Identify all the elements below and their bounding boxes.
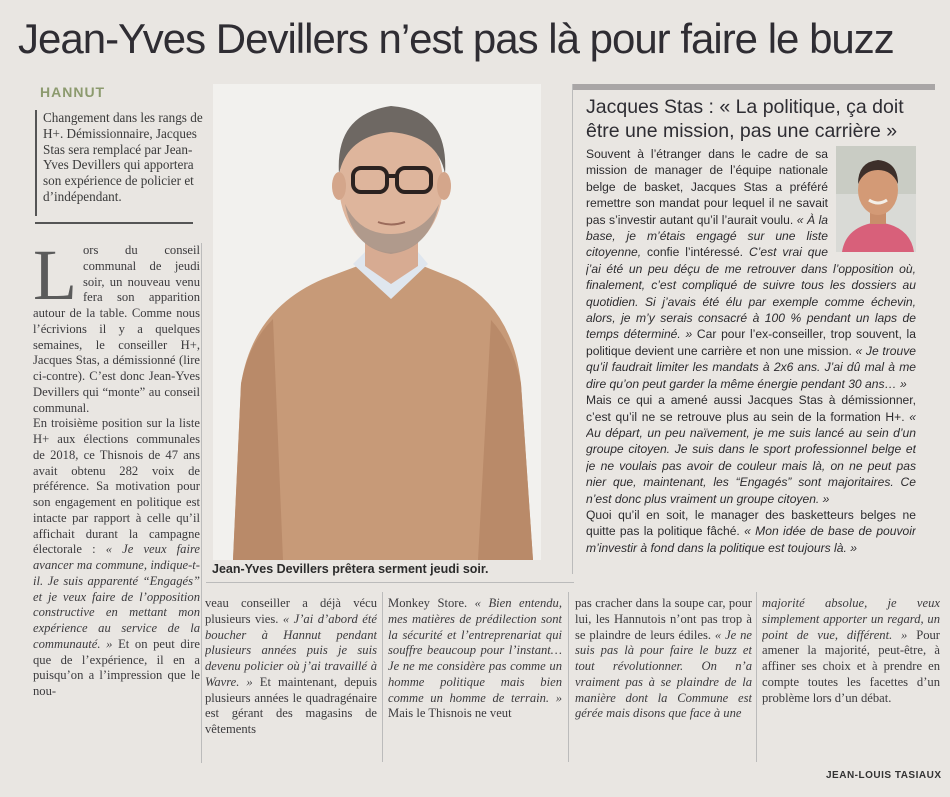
drop-cap: L — [33, 243, 77, 315]
article-lead: Changement dans les rangs de H+. Démissionnaire, Jacques Stas sera remplacé par Jean-Yves Devillers qui apportera son expérience de policier et d’indépendant. — [35, 110, 213, 216]
sidebar-title: Jacques Stas : « La politique, ça doit être une mission, pas une carrière » — [586, 96, 904, 142]
column-text: ors du conseil communal de jeudi soir, un nouveau venu fera son apparition autour de la table. Comme nous l’écrivions il y a quelques semaines, le conseiller H+, Jacques Stas, a démissionné (lire ci-contre). C’est donc Jean-Yves Devillers qui “monte” au conseil communal. — [33, 243, 200, 415]
sidebar-text: Mais ce qui a amené aussi Jacques Stas à démissionner, c’est qu’il ne se retrouve plus au sein de la formation H+. — [586, 393, 916, 424]
author-signature: JEAN-LOUIS TASIAUX — [826, 770, 942, 781]
column-divider — [756, 592, 757, 762]
column-text: Et maintenant, depuis plusieurs années le quadragénaire est gérant des magasins de vêtements — [205, 674, 377, 736]
column-divider — [568, 592, 569, 762]
sidebar-text: Souvent à l’étranger dans le cadre de sa mission de manager de l’équipe nationale belge de basket, Jacques Stas a préféré remettre son mandat pour lequel il ne savait pas s’investir autant qu’il l’aurait voulu. — [586, 147, 828, 227]
sidebar-text: confie l’intéressé. — [647, 245, 744, 260]
column-text: Mais le Thisnois ne veut — [388, 706, 512, 721]
sidebar-quote: C’est vrai que j’ai été un peu déçu de me retrouver dans l’opposition où, finalement, c’est compliqué de suivre tous les dossiers au quotidien. Si j’avais été élu par exemple comme échevin, alors, je m’y serais consacré à 100 % pendant un laps de temps déterminé. » — [586, 245, 916, 342]
article-column-4 — [575, 596, 752, 766]
sidebar-quote: « Au départ, un peu naïvement, je me suis lancé au sein d’un groupe citoyen. Je suis dans le sport professionnel belge et je ne voulais pas avoir de couleur mais là, on ne peut pas nier que, maintenant, les “Engagés” sont majoritaires. Ce n’est donc plus vraiment un groupe citoyen. » — [586, 409, 916, 506]
quote-text: « J’ai d’abord été boucher à Hannut pendant plusieurs années puis je suis devenu policier où j’ai travaillé à Wavre. » — [205, 611, 377, 689]
column-text: pas cracher dans la soupe car, pour lui, les Hannutois n’ont pas trop à se plaindre de leurs édiles. — [575, 596, 752, 642]
portrait-photo — [213, 84, 541, 560]
caption-divider — [206, 582, 574, 583]
sidebar-text: Car pour l’ex-conseiller, trop souvent, la politique devient une carrière et non une mission. — [586, 327, 916, 358]
article-column-5 — [762, 596, 940, 766]
sidebar-quote: « Je trouve qu’il faudrait limiter les mandats à 2x6 ans. J’ai dû mal à me dire qu’on peut garder la même énergie pendant 30 ans… » — [586, 343, 916, 391]
quote-text: « Bien entendu, mes matières de prédilection sont la sécurité et l’entreprenariat qui souffre beaucoup pour l’instant… Je ne me considère pas comme un homme politique mais bien comme un homme de terrain. » — [388, 596, 562, 705]
jacques-stas-portrait — [836, 146, 916, 252]
column-text: veau conseiller a déjà vécu plusieurs vies. — [205, 596, 377, 626]
photo-caption: Jean-Yves Devillers prêtera serment jeudi soir. — [212, 562, 489, 576]
section-rubric: HANNUT — [40, 84, 106, 100]
column-text: Et on peut dire que de l’expérience, il en a puisqu’on a l’impression que le nou- — [33, 636, 200, 698]
column-text: En troisième position sur la liste H+ aux élections communales de 2018, ce Thisnois de 47 ans avait obtenu 282 voix de préférence. Sa motivation pour son engagement en politique est intacte par rapport à celle qu’il affichait durant la campagne électorale : — [33, 416, 200, 557]
sidebar-body — [586, 146, 916, 566]
quote-text: « Je ne suis pas là pour faire le buzz et tout révolutionner. On n’a vraiment pas à se plaindre de la manière dont la Commune est gérée mais disons que face à une — [575, 627, 752, 721]
sidebar-top-rule — [573, 84, 935, 90]
column-text: Monkey Store. — [388, 596, 468, 610]
article-column-2 — [205, 596, 377, 766]
sidebar-quote: « Mon idée de base de pouvoir m’investir à fond dans la politique est toujours là. » — [586, 524, 916, 555]
article-column-3 — [388, 596, 562, 766]
quote-text: « Je veux faire avancer ma commune, indique-t-il. Je suis apparenté “Engagés” et je veux faire de l’opposition constructive en mettant mon expérience au service de la communauté. » — [33, 542, 200, 651]
article-column-1 — [33, 243, 200, 763]
headline: Jean-Yves Devillers n’est pas là pour faire le buzz — [18, 15, 894, 62]
sidebar-quote: « À la base, je m’étais engagé sur une liste citoyenne, — [586, 212, 828, 260]
sidebar-text: Quoi qu’il en soit, le manager des basketteurs belges ne quitte pas la politique fâché. — [586, 507, 916, 539]
lead-divider — [35, 222, 193, 224]
column-divider — [382, 592, 383, 762]
quote-text: majorité absolue, je veux simplement apporter un regard, un point de vue, différent. » — [762, 596, 940, 642]
column-divider — [201, 243, 202, 763]
column-text: Pour amener la majorité, peut-être, à affiner ses choix et à prendre en compte toutes les facettes d’un problème lors d’un débat. — [762, 627, 940, 705]
